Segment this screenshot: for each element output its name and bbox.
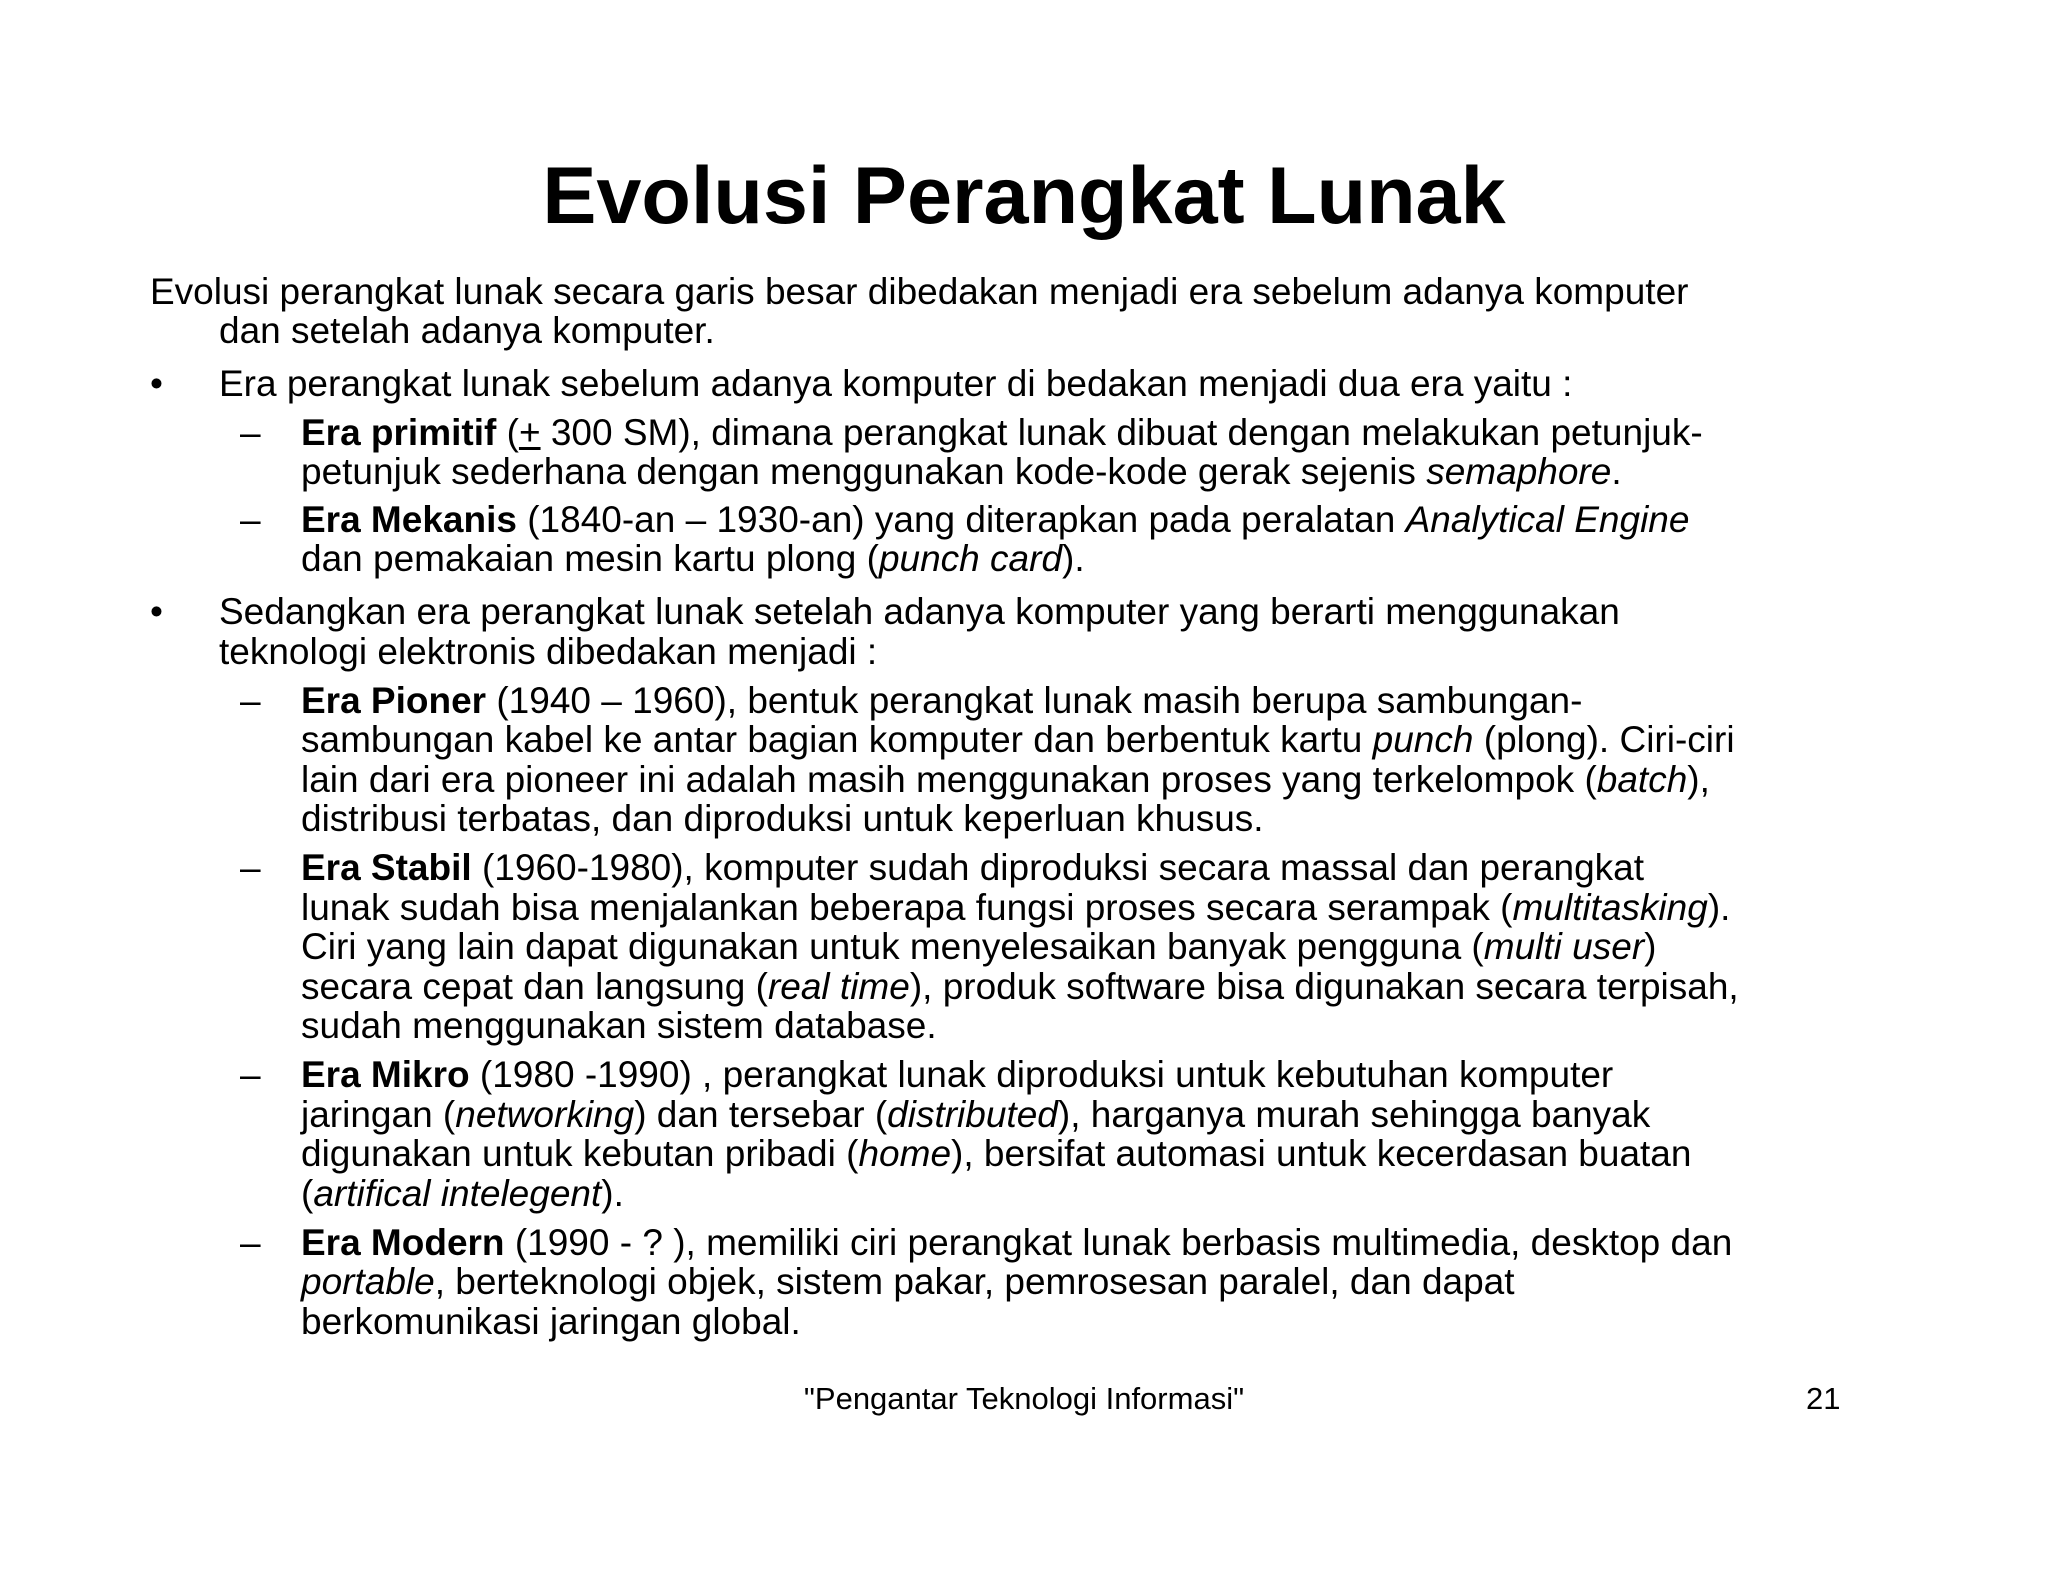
era-modern-term: Era Modern	[301, 1222, 505, 1263]
plus-minus-sign: +	[518, 412, 541, 453]
era-stabil-line-1: Era Stabil (1960-1980), komputer sudah diproduksi secara massal dan perangkat	[301, 847, 1645, 888]
era-stabil-line-4: secara cepat dan langsung (real time), produk software bisa digunakan secara terpisah,	[301, 966, 1739, 1007]
era-mikro-line-1: Era Mikro (1980 -1990) , perangkat lunak diproduksi untuk kebutuhan komputer	[301, 1054, 1614, 1095]
dash-marker: –	[240, 412, 261, 453]
era-pioner-line-2: sambungan kabel ke antar bagian komputer dan berbentuk kartu punch (plong). Ciri-ciri	[301, 719, 1735, 760]
page-number: 21	[1806, 1381, 1841, 1416]
era-pioner-line-4: distribusi terbatas, dan diproduksi untuk keperluan khusus.	[301, 798, 1264, 839]
era-mikro-line-4: (artifical intelegent).	[301, 1173, 624, 1214]
era-modern-line-2: portable, berteknologi objek, sistem pakar, pemrosesan paralel, dan dapat	[301, 1261, 1515, 1302]
era-stabil-line-3: Ciri yang lain dapat digunakan untuk menyelesaikan banyak pengguna (multi user)	[301, 926, 1657, 967]
dash-marker: –	[240, 847, 261, 888]
era-pioner-line-1: Era Pioner (1940 – 1960), bentuk perangkat lunak masih berupa sambungan-	[301, 680, 1583, 721]
intro-line-1: Evolusi perangkat lunak secara garis besar dibedakan menjadi era sebelum adanya komputer	[150, 271, 1689, 312]
bullet-after-computer-line-1: Sedangkan era perangkat lunak setelah adanya komputer yang berarti menggunakan	[219, 591, 1620, 632]
bullet-before-computer: Era perangkat lunak sebelum adanya komputer di bedakan menjadi dua era yaitu :	[219, 363, 1573, 404]
era-modern-line-1: Era Modern (1990 - ? ), memiliki ciri perangkat lunak berbasis multimedia, desktop dan	[301, 1222, 1733, 1263]
bullet-after-computer-line-2: teknologi elektronis dibedakan menjadi :	[219, 631, 878, 672]
era-mekanis-line-2: dan pemakaian mesin kartu plong (punch card).	[301, 538, 1085, 579]
era-stabil-term: Era Stabil	[301, 847, 472, 888]
era-mikro-line-2: jaringan (networking) dan tersebar (distributed), harganya murah sehingga banyak	[301, 1094, 1651, 1135]
era-mikro-term: Era Mikro	[301, 1054, 470, 1095]
dash-marker: –	[240, 680, 261, 721]
footer-title: "Pengantar Teknologi Informasi"	[803, 1381, 1245, 1416]
era-pioner-line-3: lain dari era pioneer ini adalah masih menggunakan proses yang terkelompok (batch),	[301, 759, 1710, 800]
dash-marker: –	[240, 499, 261, 540]
era-stabil-line-2: lunak sudah bisa menjalankan beberapa fungsi proses secara serampak (multitasking).	[301, 887, 1731, 928]
era-primitif-line-2: petunjuk sederhana dengan menggunakan kode-kode gerak sejenis semaphore.	[301, 451, 1622, 492]
bullet-marker: •	[150, 363, 163, 404]
dash-marker: –	[240, 1222, 261, 1263]
dash-marker: –	[240, 1054, 261, 1095]
bullet-marker: •	[150, 591, 163, 632]
era-mikro-line-3: digunakan untuk kebutan pribadi (home), bersifat automasi untuk kecerdasan buatan	[301, 1133, 1692, 1174]
era-primitif-line-1: Era primitif (+ 300 SM), dimana perangkat lunak dibuat dengan melakukan petunjuk-	[301, 412, 1703, 453]
intro-line-2: dan setelah adanya komputer.	[219, 310, 715, 351]
era-primitif-term: Era primitif	[301, 412, 497, 453]
era-mekanis-term: Era Mekanis	[301, 499, 517, 540]
slide-title: Evolusi Perangkat Lunak	[542, 151, 1506, 241]
era-modern-line-3: berkomunikasi jaringan global.	[301, 1301, 801, 1342]
era-stabil-line-5: sudah menggunakan sistem database.	[301, 1005, 937, 1046]
era-mekanis-line-1: Era Mekanis (1840-an – 1930-an) yang diterapkan pada peralatan Analytical Engine	[301, 499, 1690, 540]
era-pioner-term: Era Pioner	[301, 680, 487, 721]
